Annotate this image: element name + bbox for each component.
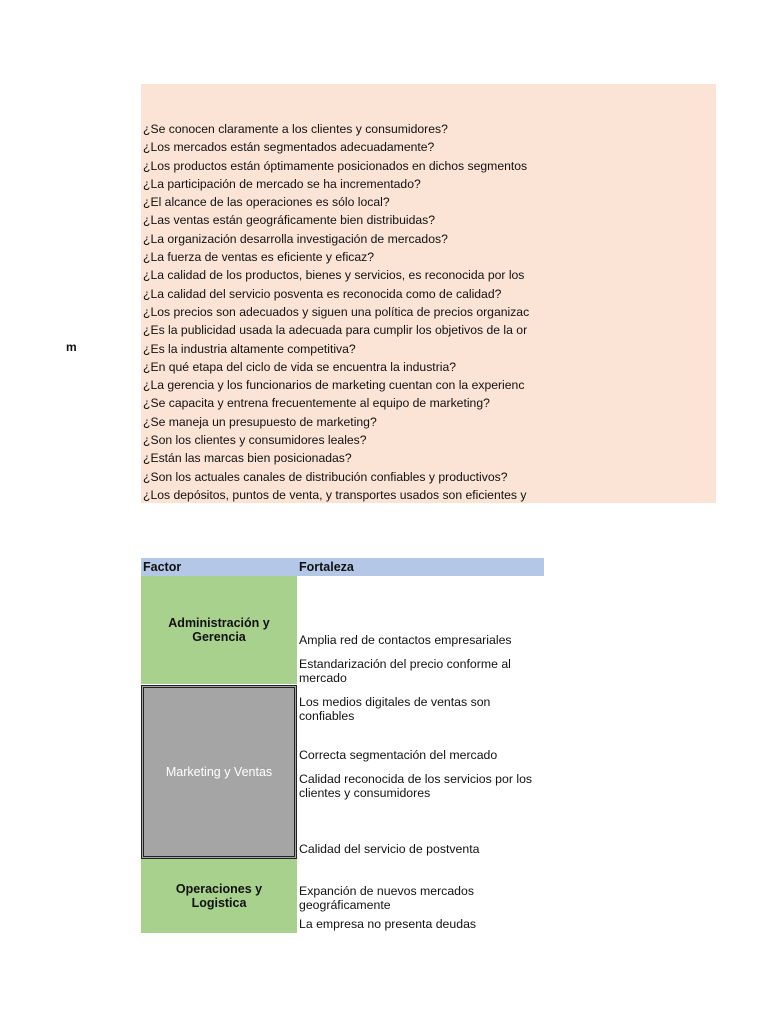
factor-admin-label: Administración y Gerencia <box>168 616 270 644</box>
side-marker: m <box>66 340 77 354</box>
question-cell[interactable]: ¿Es la industria altamente competitiva? <box>143 341 356 356</box>
factor-operations-label: Operaciones y Logistica <box>175 882 263 910</box>
strength-cell[interactable]: Expanción de nuevos mercados geográficamente <box>299 884 474 912</box>
question-cell[interactable]: ¿Las ventas están geográficamente bien distribuidas? <box>143 213 436 228</box>
question-cell[interactable]: ¿Los mercados están segmentados adecuadamente? <box>143 140 435 155</box>
strength-cell[interactable]: Estandarización del precio conforme al mercado <box>299 657 511 685</box>
question-cell[interactable]: ¿En qué etapa del ciclo de vida se encuentra la industria? <box>143 359 457 374</box>
strength-cell[interactable]: La empresa no presenta deudas <box>299 917 477 931</box>
question-cell[interactable]: ¿Es la publicidad usada la adecuada para cumplir los objetivos de la or <box>143 323 528 338</box>
strength-cell[interactable]: Correcta segmentación del mercado <box>299 748 498 762</box>
question-cell[interactable]: ¿Los depósitos, puntos de venta, y transportes usados son eficientes y <box>143 487 527 502</box>
question-cell[interactable]: ¿La calidad de los productos, bienes y servicios, es reconocida por los <box>143 268 525 283</box>
question-cell[interactable]: ¿Están las marcas bien posicionadas? <box>143 451 352 466</box>
question-cell[interactable]: ¿Se capacita y entrena frecuentemente al equipo de marketing? <box>143 396 490 411</box>
question-cell[interactable]: ¿La fuerza de ventas es eficiente y eficaz? <box>143 250 375 265</box>
question-cell[interactable]: ¿La gerencia y los funcionarios de marketing cuentan con la experienc <box>143 378 525 393</box>
question-cell[interactable]: ¿Los precios son adecuados y siguen una política de precios organizac <box>143 304 530 319</box>
factor-admin-cell[interactable] <box>141 576 297 684</box>
strength-cell[interactable]: Los medios digitales de ventas son confiables <box>299 695 491 723</box>
question-cell[interactable]: ¿La calidad del servicio posventa es reconocida como de calidad? <box>143 286 502 301</box>
question-cell[interactable]: ¿Son los clientes y consumidores leales? <box>143 433 367 448</box>
question-cell[interactable]: ¿El alcance de las operaciones es sólo local? <box>143 195 390 210</box>
question-cell[interactable]: ¿Se conocen claramente a los clientes y consumidores? <box>143 122 448 136</box>
factor-operations-cell[interactable] <box>141 859 297 933</box>
question-cell[interactable]: ¿Son los actuales canales de distribución confiables y productivos? <box>143 469 508 484</box>
strength-cell[interactable]: Calidad reconocida de los servicios por los clientes y consumidores <box>299 772 533 800</box>
strength-cell[interactable]: Calidad del servicio de postventa <box>299 842 480 856</box>
header-strength[interactable]: Fortaleza <box>297 558 544 576</box>
question-cell[interactable]: ¿Los productos están óptimamente posicionados en dichos segmentos <box>143 158 528 173</box>
strength-cell[interactable]: Amplia red de contactos empresariales <box>299 633 512 647</box>
question-cell[interactable]: ¿Se maneja un presupuesto de marketing? <box>143 414 377 429</box>
question-list <box>143 120 545 504</box>
header-factor[interactable]: Factor <box>141 558 297 576</box>
factor-marketing-label: Marketing y Ventas <box>165 765 273 779</box>
factor-marketing-cell[interactable] <box>141 685 297 859</box>
question-cell[interactable]: ¿La participación de mercado se ha incrementado? <box>143 176 421 191</box>
question-cell[interactable]: ¿La organización desarrolla investigación de mercados? <box>143 231 448 246</box>
